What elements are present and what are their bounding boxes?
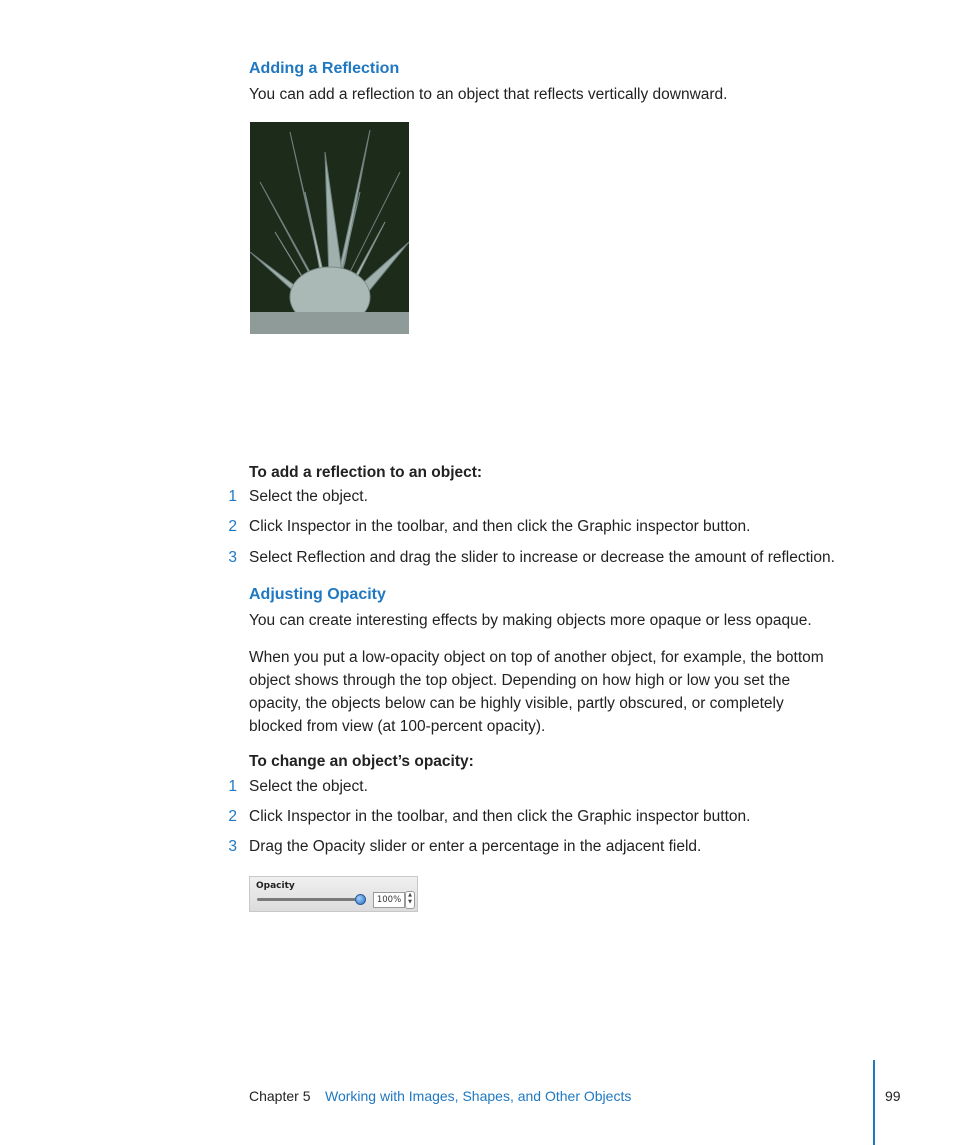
footer-chapter-title: Working with Images, Shapes, and Other Objects bbox=[325, 1088, 632, 1104]
reflection-fade bbox=[250, 336, 409, 416]
opacity-paragraph-line: opacity, the objects below can be highly visible, partly obscured, or completely bbox=[249, 695, 784, 712]
opacity-slider-track[interactable] bbox=[257, 898, 361, 901]
step-text: Drag the Opacity slider or enter a percentage in the adjacent field. bbox=[249, 838, 702, 855]
opacity-control-panel bbox=[249, 876, 418, 912]
footer-chapter: Chapter 5 bbox=[249, 1088, 311, 1104]
agave-photo bbox=[250, 122, 409, 334]
opacity-paragraph-line: When you put a low-opacity object on top of another object, for example, the bottom bbox=[249, 649, 824, 666]
section-intro-reflection: You can add a reflection to an object that reflects vertically downward. bbox=[249, 86, 728, 103]
step-number: 3 bbox=[228, 549, 237, 566]
step-number: 3 bbox=[228, 838, 237, 855]
step-text: Click Inspector in the toolbar, and then click the Graphic inspector button. bbox=[249, 808, 751, 825]
step-number: 2 bbox=[228, 808, 237, 825]
step-number: 2 bbox=[228, 518, 237, 535]
section-intro-opacity: You can create interesting effects by making objects more opaque or less opaque. bbox=[249, 612, 812, 629]
section-heading-adjusting-opacity: Adjusting Opacity bbox=[249, 586, 386, 603]
step-text: Select the object. bbox=[249, 488, 368, 505]
opacity-paragraph-line: blocked from view (at 100-percent opacity). bbox=[249, 718, 546, 735]
opacity-label: Opacity bbox=[256, 881, 295, 891]
opacity-stepper[interactable] bbox=[405, 891, 415, 909]
step-text: Select the object. bbox=[249, 778, 368, 795]
opacity-slider-knob[interactable] bbox=[355, 894, 366, 905]
step-text: Click Inspector in the toolbar, and then click the Graphic inspector button. bbox=[249, 518, 751, 535]
agave-reflection bbox=[250, 336, 409, 416]
stepper-up-icon[interactable]: ▲ bbox=[408, 892, 412, 898]
step-number: 1 bbox=[228, 778, 237, 795]
step-number: 1 bbox=[228, 488, 237, 505]
opacity-paragraph-line: object shows through the top object. Depending on how high or low you set the bbox=[249, 672, 791, 689]
procedure-title-opacity: To change an object’s opacity: bbox=[249, 753, 474, 770]
opacity-value-field[interactable]: 100% bbox=[373, 892, 405, 908]
page-number: 99 bbox=[885, 1088, 901, 1104]
stepper-down-icon[interactable]: ▼ bbox=[408, 899, 412, 905]
footer-divider bbox=[873, 1060, 875, 1145]
procedure-title-reflection: To add a reflection to an object: bbox=[249, 464, 483, 481]
agave-image bbox=[250, 122, 409, 334]
step-text: Select Reflection and drag the slider to increase or decrease the amount of reflection. bbox=[249, 549, 835, 566]
section-heading-adding-reflection: Adding a Reflection bbox=[249, 60, 400, 77]
